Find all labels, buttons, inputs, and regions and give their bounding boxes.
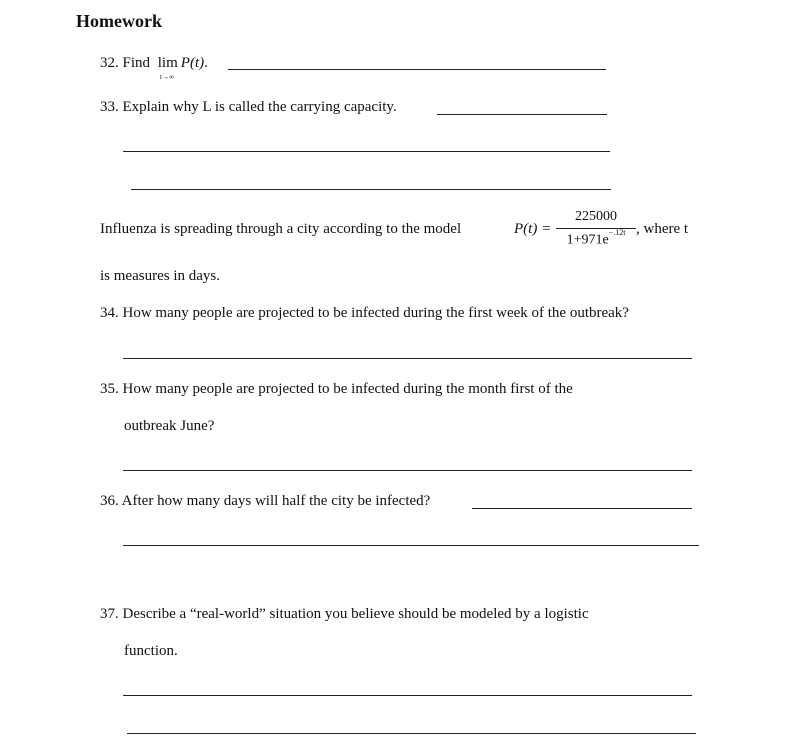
limit-subscript: t→∞ bbox=[160, 73, 174, 81]
influenza-continuation: is measures in days. bbox=[100, 268, 220, 284]
question-35-line2: outbreak June? bbox=[124, 418, 215, 434]
answer-line-33c[interactable] bbox=[131, 189, 611, 190]
page-title: Homework bbox=[76, 11, 162, 31]
answer-line-33a[interactable] bbox=[437, 114, 607, 115]
question-35-line1: 35. How many people are projected to be infected during the month first of the bbox=[100, 381, 573, 397]
influenza-intro: Influenza is spreading through a city according to the model bbox=[100, 221, 462, 237]
model-denominator bbox=[556, 228, 636, 249]
model-where: , where t bbox=[636, 221, 689, 237]
question-34: 34. How many people are projected to be infected during the first week of the outbreak? bbox=[100, 305, 629, 321]
answer-line-33b[interactable] bbox=[123, 151, 610, 152]
model-denominator-exponent: −.12t bbox=[608, 228, 626, 237]
model-numerator: 225000 bbox=[575, 209, 617, 224]
limit-symbol: lim bbox=[157, 55, 178, 71]
function-p-of-t: P(t) bbox=[180, 55, 205, 71]
question-36: 36. After how many days will half the city be infected? bbox=[100, 493, 431, 509]
answer-line-36b[interactable] bbox=[123, 545, 699, 546]
question-37-line1: 37. Describe a “real-world” situation you believe should be modeled by a logistic bbox=[100, 606, 589, 622]
answer-line-37a[interactable] bbox=[123, 695, 692, 696]
question-37-line2: function. bbox=[124, 643, 178, 659]
question-32-prefix: 32. Find bbox=[100, 55, 151, 71]
question-33: 33. Explain why L is called the carrying capacity. bbox=[100, 99, 397, 115]
answer-line-35[interactable] bbox=[123, 470, 692, 471]
answer-line-37b[interactable] bbox=[127, 733, 696, 734]
question-32-period: . bbox=[204, 55, 208, 71]
answer-line-34[interactable] bbox=[123, 358, 692, 359]
model-lhs: P(t) = bbox=[514, 221, 552, 237]
question-32 bbox=[100, 55, 208, 72]
answer-line-32[interactable] bbox=[228, 69, 606, 70]
model-denominator-base: 1+971e bbox=[566, 232, 609, 248]
answer-line-36a[interactable] bbox=[472, 508, 692, 509]
